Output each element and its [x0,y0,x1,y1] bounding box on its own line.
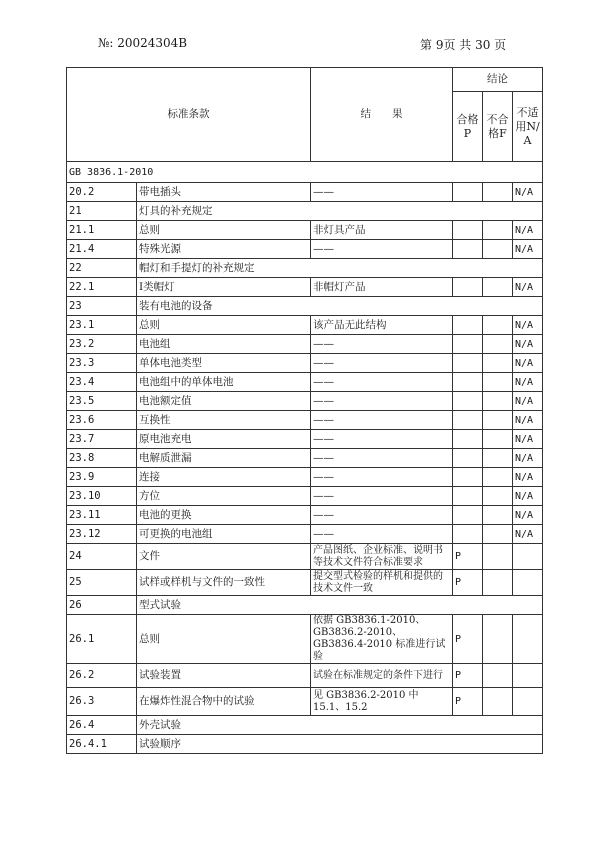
clause-number: 23.5 [67,392,137,411]
section-row [67,259,543,278]
result-cell: —— [311,240,453,259]
clause-title: 电池组 [137,335,311,354]
table-row [67,688,543,716]
table-row [67,664,543,688]
clause-title: 电池额定值 [137,392,311,411]
verdict-na [513,570,543,596]
clause-title: 带电插头 [137,183,311,202]
result-cell: —— [311,449,453,468]
result-cell: —— [311,525,453,544]
table-row [67,544,543,570]
clause-title: 电池的更换 [137,506,311,525]
clause-number: 26.4 [67,716,137,735]
result-cell: —— [311,411,453,430]
table-row [67,487,543,506]
result-cell: 非帽灯产品 [311,278,453,297]
clause-title: 电池组中的单体电池 [137,373,311,392]
verdict-na: N/A [513,335,543,354]
clause-number: 26.4.1 [67,735,137,754]
clause-number: 23.9 [67,468,137,487]
clause-title: 型式试验 [137,596,543,615]
section-row [67,297,543,316]
table-row [67,468,543,487]
result-cell: —— [311,468,453,487]
result-cell: —— [311,487,453,506]
verdict-pass [453,430,483,449]
clause-title: 电解质泄漏 [137,449,311,468]
verdict-fail [483,430,513,449]
verdict-fail [483,615,513,664]
clause-title: 方位 [137,487,311,506]
verdict-fail [483,688,513,716]
clause-title: 总则 [137,221,311,240]
clause-number: 23.4 [67,373,137,392]
table-row [67,449,543,468]
verdict-pass [453,335,483,354]
verdict-fail [483,506,513,525]
section-row [67,716,543,735]
verdict-pass [453,487,483,506]
page-info: 第 9页 共 30 页 [420,38,507,52]
table-row [67,335,543,354]
verdict-na: N/A [513,487,543,506]
clause-header: 标准条款 [67,68,311,162]
clause-title: 外壳试验 [137,716,543,735]
clause-number: 23.6 [67,411,137,430]
verdict-pass [453,183,483,202]
verdict-fail [483,373,513,392]
clause-number: 23.3 [67,354,137,373]
clause-title: 试验装置 [137,664,311,688]
result-cell: —— [311,335,453,354]
clause-title: 可更换的电池组 [137,525,311,544]
result-cell: 见 GB3836.2-2010 中 15.1、15.2 [311,688,453,716]
clause-number: 23.11 [67,506,137,525]
clause-title: 试验顺序 [137,735,543,754]
clause-number: 23.1 [67,316,137,335]
clause-number: 26 [67,596,137,615]
verdict-pass: P [453,688,483,716]
table-row [67,392,543,411]
verdict-fail [483,278,513,297]
clause-number: 20.2 [67,183,137,202]
clause-title: 原电池充电 [137,430,311,449]
clause-title: 互换性 [137,411,311,430]
section-row [67,596,543,615]
verdict-fail [483,335,513,354]
verdict-na: N/A [513,468,543,487]
clause-number: 26.3 [67,688,137,716]
na-header: 不适用N/A [513,92,543,162]
clause-number: 26.2 [67,664,137,688]
result-cell: —— [311,392,453,411]
verdict-fail [483,570,513,596]
result-cell: 产品图纸、企业标准、说明书等技术文件符合标准要求 [311,544,453,570]
verdict-pass [453,411,483,430]
verdict-na: N/A [513,373,543,392]
verdict-na: N/A [513,183,543,202]
clause-number: 22 [67,259,137,278]
verdict-pass [453,449,483,468]
clause-title: 总则 [137,316,311,335]
clause-title: 特殊光源 [137,240,311,259]
verdict-pass [453,221,483,240]
clause-number: 23.10 [67,487,137,506]
clause-title: 文件 [137,544,311,570]
verdict-fail [483,221,513,240]
clause-title: 灯具的补充规定 [137,202,543,221]
verdict-na: N/A [513,392,543,411]
table-row [67,525,543,544]
section-row [67,735,543,754]
verdict-na [513,615,543,664]
result-cell: 提交型式检验的样机和提供的技术文件一致 [311,570,453,596]
verdict-fail [483,183,513,202]
verdict-fail [483,525,513,544]
verdict-pass [453,506,483,525]
verdict-fail [483,664,513,688]
result-cell: 依据 GB3836.1-2010、GB3836.2-2010、GB3836.4-2010 标准进行试验 [311,615,453,664]
table-row [67,506,543,525]
clause-title: Ⅰ类帽灯 [137,278,311,297]
result-cell: 非灯具产品 [311,221,453,240]
clause-number: 21.4 [67,240,137,259]
verdict-na [513,688,543,716]
clause-title: 帽灯和手提灯的补充规定 [137,259,543,278]
verdict-fail [483,316,513,335]
table-row [67,570,543,596]
result-cell: 该产品无此结构 [311,316,453,335]
clause-number: 23.2 [67,335,137,354]
standard-label: GB 3836.1-2010 [67,162,543,183]
verdict-pass: P [453,570,483,596]
verdict-pass [453,392,483,411]
table-row [67,278,543,297]
verdict-pass [453,354,483,373]
verdict-na [513,544,543,570]
verdict-pass: P [453,664,483,688]
result-cell: —— [311,354,453,373]
verdict-pass: P [453,615,483,664]
verdict-na: N/A [513,240,543,259]
table-row [67,183,543,202]
verdict-pass [453,240,483,259]
table-row [67,354,543,373]
result-cell: —— [311,430,453,449]
clause-number: 21 [67,202,137,221]
verdict-pass [453,468,483,487]
clause-number: 24 [67,544,137,570]
result-header: 结 果 [311,68,453,162]
verdict-fail [483,240,513,259]
clause-number: 22.1 [67,278,137,297]
verdict-na: N/A [513,354,543,373]
clause-title: 单体电池类型 [137,354,311,373]
result-cell: —— [311,373,453,392]
clause-title: 试样或样机与文件的一致性 [137,570,311,596]
section-row [67,202,543,221]
verdict-na: N/A [513,506,543,525]
verdict-pass [453,525,483,544]
verdict-pass [453,316,483,335]
clause-number: 25 [67,570,137,596]
header-row [67,68,543,92]
table-row [67,316,543,335]
verdict-na: N/A [513,525,543,544]
conclusion-header: 结论 [453,68,543,92]
result-cell: —— [311,183,453,202]
verdict-fail [483,468,513,487]
table-row [67,411,543,430]
clause-number: 23.7 [67,430,137,449]
clause-number: 26.1 [67,615,137,664]
table-row [67,430,543,449]
clause-title: 装有电池的设备 [137,297,543,316]
verdict-fail [483,449,513,468]
table-row [67,240,543,259]
verdict-na: N/A [513,221,543,240]
verdict-na: N/A [513,278,543,297]
verdict-fail [483,354,513,373]
verdict-pass [453,373,483,392]
verdict-pass [453,278,483,297]
clause-title: 连接 [137,468,311,487]
fail-header: 不合格F [483,92,513,162]
verdict-na: N/A [513,411,543,430]
clause-title: 在爆炸性混合物中的试验 [137,688,311,716]
clause-title: 总则 [137,615,311,664]
clause-number: 23 [67,297,137,316]
verdict-na [513,664,543,688]
result-cell: 试验在标准规定的条件下进行 [311,664,453,688]
verdict-fail [483,544,513,570]
report-number: №: 20024304B [98,36,188,50]
pass-header: 合格P [453,92,483,162]
verdict-fail [483,411,513,430]
verdict-fail [483,487,513,506]
standard-row [67,162,543,183]
table-row [67,221,543,240]
compliance-table [66,67,543,754]
result-cell: —— [311,506,453,525]
verdict-na: N/A [513,316,543,335]
table-row [67,615,543,664]
verdict-fail [483,392,513,411]
verdict-pass: P [453,544,483,570]
clause-number: 23.12 [67,525,137,544]
table-row [67,373,543,392]
verdict-na: N/A [513,449,543,468]
clause-number: 21.1 [67,221,137,240]
clause-number: 23.8 [67,449,137,468]
verdict-na: N/A [513,430,543,449]
